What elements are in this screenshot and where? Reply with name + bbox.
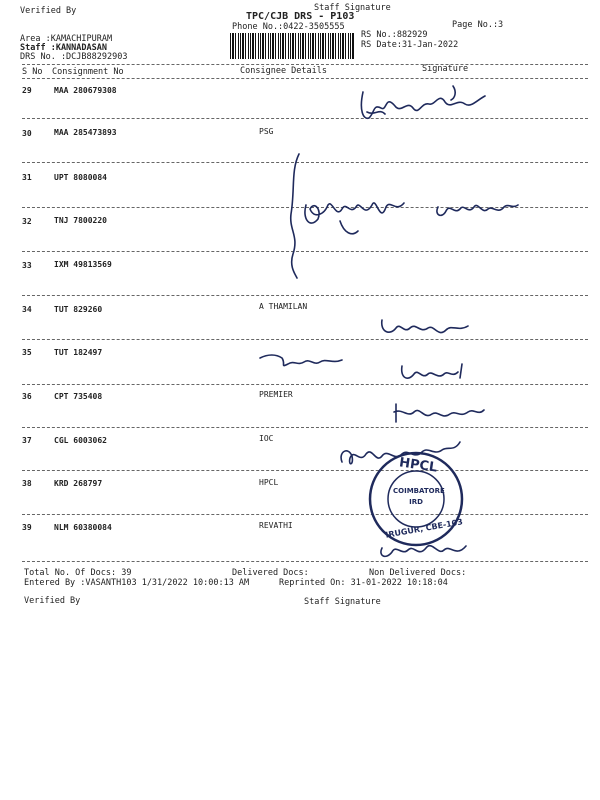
row-consignment: CGL 6003062 [54, 436, 107, 445]
row-sno: 29 [22, 86, 32, 95]
row-divider [22, 427, 588, 428]
handwritten-signature [355, 82, 495, 132]
verified-by-top-label: Verified By [20, 6, 77, 16]
row-divider [22, 251, 588, 252]
phone-number: Phone No.:0422-3505555 [232, 22, 345, 32]
row-consignment: CPT 735408 [54, 392, 103, 401]
stamp-bottom-text: IRUGUR, CBE-103 [384, 517, 464, 540]
staff-signature-bottom-label: Staff Signature [304, 597, 381, 607]
row-divider [22, 295, 588, 296]
row-sno: 31 [22, 173, 32, 182]
col-signature: Signature [422, 64, 469, 74]
row-divider [22, 118, 588, 119]
rs-date: RS Date:31-Jan-2022 [361, 40, 459, 50]
row-divider [22, 514, 588, 515]
reprinted-on: Reprinted On: 31-01-2022 10:18:04 [279, 578, 448, 588]
row-divider [22, 162, 588, 163]
handwritten-signature [256, 348, 346, 372]
row-consignee: PREMIER [259, 390, 293, 399]
col-consignment: Consignment No [52, 67, 124, 77]
row-consignee: REVATHI [259, 521, 293, 530]
handwritten-signature [300, 185, 420, 245]
row-sno: 36 [22, 392, 32, 401]
entered-by: Entered By :VASANTH103 1/31/2022 10:00:13 AM [24, 578, 250, 588]
delivered-docs: Delivered Docs: [232, 568, 309, 578]
row-consignment: TUT 829260 [54, 305, 103, 314]
row-sno: 32 [22, 217, 32, 226]
col-sno: S No [22, 67, 43, 77]
column-header-divider [22, 78, 588, 79]
row-sno: 34 [22, 305, 32, 314]
barcode [230, 33, 355, 59]
row-sno: 38 [22, 479, 32, 488]
row-consignee: PSG [259, 127, 274, 136]
row-sno: 35 [22, 348, 32, 357]
header-divider [22, 64, 588, 65]
col-consignee: Consignee Details [240, 66, 327, 76]
row-consignee: IOC [259, 434, 274, 443]
hpcl-stamp [367, 450, 465, 548]
staff-signature-top-label: Staff Signature [314, 3, 391, 13]
row-consignment: KRD 268797 [54, 479, 103, 488]
row-sno: 37 [22, 436, 32, 445]
row-sno: 39 [22, 523, 32, 532]
stamp-top-text: HPCL [398, 455, 439, 476]
handwritten-signature [398, 360, 468, 386]
row-divider [22, 384, 588, 385]
staff-label: Staff :KANNADASAN [20, 43, 107, 53]
stamp-middle-text: COIMBATORE IRD [393, 487, 445, 506]
non-delivered-docs: Non Delivered Docs: [369, 568, 467, 578]
row-sno: 30 [22, 129, 32, 138]
area-label: Area :KAMACHIPURAM [20, 34, 113, 44]
row-consignment: UPT 8080084 [54, 173, 107, 182]
total-docs: Total No. Of Docs: 39 [24, 568, 132, 578]
row-consignment: MAA 285473893 [54, 128, 117, 137]
verified-by-bottom-label: Verified By [24, 596, 81, 606]
row-consignee: HPCL [259, 478, 279, 487]
row-consignment: MAA 280679308 [54, 86, 117, 95]
row-consignment: TNJ 7800220 [54, 216, 107, 225]
doc-code: TPC/CJB DRS - P103 [246, 11, 355, 22]
handwritten-signature [390, 398, 490, 428]
handwritten-signature [376, 312, 476, 342]
row-sno: 33 [22, 261, 32, 270]
drs-number: DRS No. :DCJB88292903 [20, 52, 128, 62]
row-divider [22, 470, 588, 471]
row-consignee: A THAMILAN [259, 302, 308, 311]
row-consignment: IXM 49813569 [54, 260, 112, 269]
rs-number: RS No.:882929 [361, 30, 428, 40]
page-number: Page No.:3 [452, 20, 504, 30]
table-end-divider [22, 561, 588, 562]
row-divider [22, 339, 588, 340]
row-consignment: TUT 182497 [54, 348, 103, 357]
row-consignment: NLM 60380084 [54, 523, 112, 532]
handwritten-signature [432, 193, 522, 223]
